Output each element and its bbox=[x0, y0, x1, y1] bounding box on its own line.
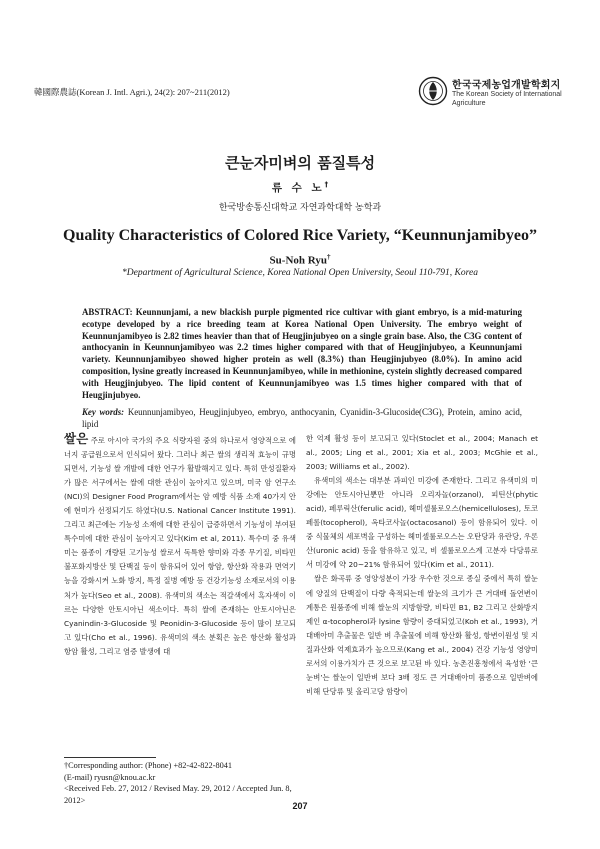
author-english-mark: † bbox=[326, 253, 331, 261]
body-paragraph bbox=[64, 432, 296, 659]
affiliation-korean: 한국방송통신대학교 자연과학대학 농학과 bbox=[218, 203, 382, 213]
body-column-right bbox=[306, 432, 538, 699]
title-english: Quality Characteristics of Colored Rice Variety, “Keunnunjamibyeo” bbox=[63, 227, 537, 244]
title-korean: 큰눈자미벼의 품질특성 bbox=[224, 154, 376, 172]
author-english bbox=[0, 253, 600, 267]
body-text: 주로 아시아 국가의 주요 식량자원 중의 하나로서 영양적으로 에너지 공급원으로서 인식되어 왔다. 그러나 최근 쌀의 생리적 효능이 규명되면서, 기능성 쌀 개발에 대한 연구가 활발해지고 있다. 특히 만성질환자가 많은 서구에서는 쌀에 대한 관심이 높아지고 있으며, 미국 암 연구소(NCI)의 Designer Food Program에서는 암 예방 식품 소재 40가지 안에 현미가 선정되기도 하였다(U.S. National Cancer Institute 1991). 그리고 최근에는 기능성 소재에 대한 관심이 급증하면서 기능성이 부여된 특수미에 대한 관심이 높아지고 있다(Kim et al, 2011). 특수미 중 유색미는 품종이 개량된 고기능성 쌀로서 독특한 향미와 각종 무기질, 비타민 불포화지방산 및 단백질 등이 함유되어 있어 항암, 항산화 작용과 면역기능을 강화시켜 노화 방지, 특정 질병 예방 등 건강기능성 소재로서의 이용처가 높다(Seo et al., 2008). 유색미의 색소는 적갈색에서 흑자색이 이르는 다양한 안토시아닌 색소이다. 특히 쌀에 존재하는 안토시아닌은 Cyanindin-3-Glucoside 및 Peonidin-3-Glucoside 등이 많이 보고되고 있다(Cho et al., 1996). 유색미의 색소 분획은 높은 항산화 활성과 항암 활성, 그리고 염증 발생에 대 bbox=[64, 436, 296, 656]
author-english-name: Su-Noh Ryu bbox=[269, 254, 327, 267]
abstract: ABSTRACT: Keunnunjami, a new blackish purple pigmented rice cultivar with giant embryo, is a mid-maturing ecotype developed by a rice breeding team at Korea National Open University. The embryo weight of Keunnunjamibyeo is 2.82 times heavier than that of Heugjinjubyeo on a single grain base. Also, the C3G content of anthocyanin in Keunnunjamibyeo was 2.2 times higher compared with that of Heugjinjubyeo, a Keunnunjami variety. Keunnunjamibyeo showed higher protein as well (8.3%) than Heugjinjubyeo (8.0%). In amino acid composition, lysine greatly increased in Keunnunjamibyeo, while in methionine, cystein slightly decreased compared with Heugjinjubyeo. The lipid content of Keunnunjamibyeo was 1.5 times higher compared with that of Heugjinjubyeo. bbox=[82, 307, 522, 400]
body-paragraph: 한 억제 활성 등이 보고되고 있다(Stoclet et al., 2004; Manach et al., 2005; Ling et al., 2001; Xia et al., 2003; McGhie et al., 2003; Williams et al., 2002). bbox=[306, 434, 538, 472]
keywords-label: Key words: bbox=[82, 407, 125, 417]
society-name-ko: 한국국제농업개발학회지 bbox=[452, 80, 561, 91]
society-emblem-icon bbox=[418, 76, 448, 106]
body-paragraph: 쌀은 화곡류 중 영양성분이 가장 우수한 것으로 종실 중에서 특히 쌀눈에 양질의 단백질이 다량 축적되는데 쌀눈의 크기가 큰 거대배 돌연변이 계통은 원품종에 비해 쌀눈의 지방함량, 비타민 B1, B2 그리고 산화방지제인 α-tocopherol과 lysine 함량이 증대되었고(Koh et al., 1993), 거대배아미 추출물은 일반 벼 추출물에 비해 항산화 활성, 항변이원성 및 지질과산화 억제효과가 높으므로(Kang et al., 2004) 건강 기능성 영양미로서의 이용가치가 큰 것으로 보고된 바 있다. 농촌진흥청에서 육성한 ‘큰눈벼’는 쌀눈이 일반벼 보다 3배 정도 큰 거대배아미 품종으로 일반벼에 비해 단당류 및 올리고당 함량이 bbox=[306, 574, 538, 696]
footnote-email: (E-mail) ryusn@knou.ac.kr bbox=[64, 772, 156, 782]
society-name-en: The Korean Society of International Agriculture bbox=[452, 91, 562, 107]
page-number: 207 bbox=[292, 801, 308, 811]
journal-citation: 韓國際農誌(Korean J. Intl. Agri.), 24(2): 207~211(2012) bbox=[34, 87, 230, 97]
author-korean-name: 류 수 노 bbox=[271, 182, 325, 194]
author-mark: † bbox=[324, 180, 329, 189]
footnote-dates: <Received Feb. 27, 2012 / Revised May. 29, 2012 / Accepted Jun. 8, 2012> bbox=[64, 784, 292, 805]
footnote-divider bbox=[64, 757, 156, 758]
keywords bbox=[82, 407, 522, 431]
dropcap: 쌀은 bbox=[64, 431, 89, 446]
affiliation-english: *Department of Agricultural Science, Korea National Open University, Seoul 110-791, Korea bbox=[122, 268, 478, 278]
society-logo bbox=[418, 76, 578, 112]
author-korean bbox=[0, 180, 600, 195]
footnote-corresponding: †Corresponding author: (Phone) +82-42-822-8041 bbox=[64, 761, 233, 770]
footnote bbox=[64, 760, 304, 806]
keywords-list: Keunnunjamibyeo, Heugjinjubyeo, embryo, anthocyanin, Cyanidin-3-Glucoside(C3G), Protein, amino acid, lipid bbox=[82, 407, 522, 429]
body-column-left bbox=[64, 432, 296, 659]
body-paragraph: 유색미의 색소는 대부분 과피인 미강에 존재한다. 그리고 유색미의 미강에는 안토시아닌뿐만 아니라 오리자놀(orzanol), 피틴산(phytic acid), 페루릭산(ferulic acid), 헤미셀룰로오스(hemicelluloses), 토코페롤(tocopherol), 옥타코사놀(octacosanol) 등이 함유되어 있다. 이 중 식물체의 세포벽을 구성하는 헤미셀룰로오스는 오탄당과 유란당, 우론산(uronic acid) 등을 함유하고 있고, 비 셀룰로오스계 고분자 다당류로서 미강에 약 20~21% 함유되어 있다(Kim et al., 2011). bbox=[306, 476, 538, 570]
